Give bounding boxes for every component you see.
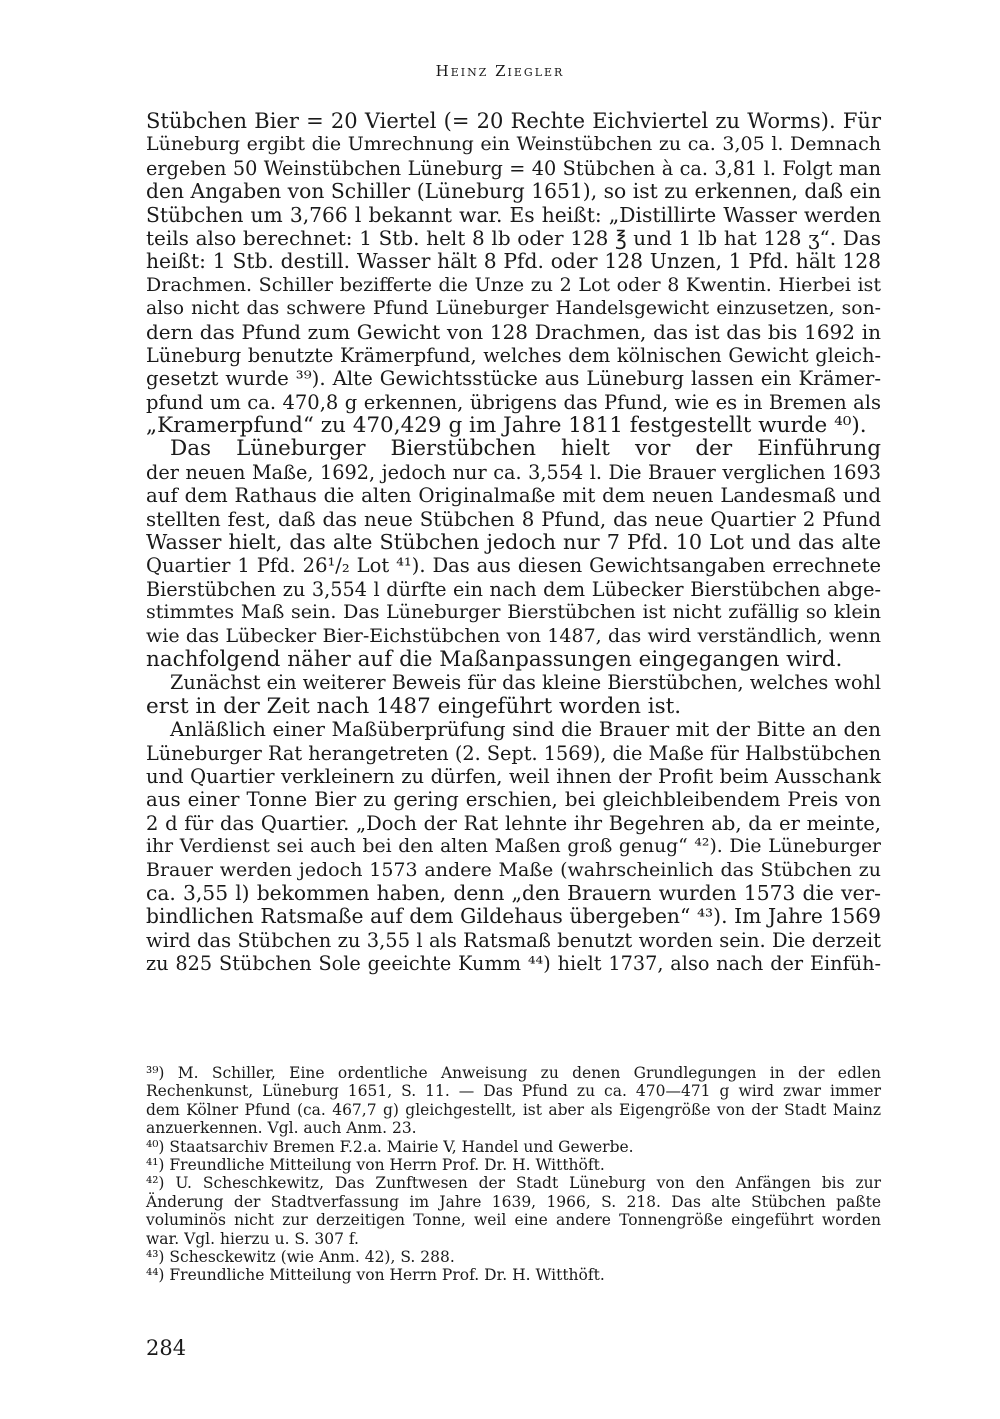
footnote-line: ⁴⁰) Staatsarchiv Bremen F.2.a. Mairie V, Handel und Gewerbe.: [146, 1137, 634, 1156]
footnote-line: ⁴²) U. Scheschkewitz, Das Zunftwesen der Stadt Lüneburg von den Anfängen bis zur: [146, 1174, 881, 1193]
body-line: erst in der Zeit nach 1487 eingeführt worden ist.: [146, 693, 682, 719]
body-line: wird das Stübchen zu 3,55 l als Ratsmaß benutzt worden sein. Die derzeit: [146, 928, 881, 952]
body-line: „Kramerpfund“ zu 470,429 g im Jahre 1811 festgestellt wurde ⁴⁰).: [146, 413, 867, 439]
body-text: [146, 110, 881, 975]
footnote-line: voluminös nicht zur derzeitigen Tonne, weil eine andere Tonnengröße eingeführt worden: [146, 1211, 881, 1230]
body-line: teils also berechnet: 1 Stb. helt 8 lb oder 128 ℥ und 1 lb hat 128 ʒ“. Das: [146, 225, 881, 250]
body-line: gesetzt wurde ³⁹). Alte Gewichtsstücke aus Lüneburg lassen ein Krämer-: [146, 367, 881, 391]
running-head: Heinz Ziegler: [435, 62, 565, 80]
body-line: stimmtes Maß sein. Das Lüneburger Bierstübchen ist nicht zufällig so klein: [146, 601, 881, 624]
footnote-line: dem Kölner Pfund (ca. 467,7 g) gleichgestellt, ist aber als Eigengröße von der Stadt Mainz: [146, 1100, 881, 1119]
footnote-line: war. Vgl. hierzu u. S. 307 f.: [146, 1229, 359, 1248]
body-line: Brauer werden jedoch 1573 andere Maße (wahrscheinlich das Stübchen zu: [146, 858, 881, 881]
footnote-line: ⁴⁴) Freundliche Mitteilung von Herrn Prof. Dr. H. Witthöft.: [146, 1266, 605, 1285]
body-line: Quartier 1 Pfd. 26¹/₂ Lot ⁴¹). Das aus diesen Gewichtsangaben errechnete: [146, 554, 881, 578]
footnote-line: anzuerkennen. Vgl. auch Anm. 23.: [146, 1119, 417, 1138]
body-line: Bierstübchen zu 3,554 l dürfte ein nach dem Lübecker Bierstübchen abge-: [146, 577, 881, 601]
body-line: Drachmen. Schiller bezifferte die Unze zu 2 Lot oder 8 Kwentin. Hierbei ist: [146, 273, 881, 296]
body-line: Lüneburg ergibt die Umrechnung ein Weinstübchen zu ca. 3,05 l. Demnach: [146, 133, 881, 156]
body-line: zu 825 Stübchen Sole geeichte Kumm ⁴⁴) hielt 1737, also nach der Einfüh-: [146, 952, 881, 976]
body-line: ihr Verdienst sei auch bei den alten Maßen groß genug“ ⁴²). Die Lüneburger: [146, 836, 881, 858]
body-line: Zunächst ein weiterer Beweis für das kleine Bierstübchen, welches wohl: [170, 671, 881, 695]
body-line: Anläßlich einer Maßüberprüfung sind die Brauer mit der Bitte an den: [170, 717, 881, 742]
body-line: pfund um ca. 470,8 g erkennen, übrigens das Pfund, wie es in Bremen als: [146, 390, 881, 414]
body-line: den Angaben von Schiller (Lüneburg 1651), so ist zu erkennen, daß ein: [146, 179, 881, 204]
body-line: Das Lüneburger Bierstübchen hielt vor der Einführung: [170, 436, 881, 462]
body-line: dern das Pfund zum Gewicht von 128 Drachmen, das ist das bis 1692 in: [146, 319, 881, 344]
body-line: Stübchen Bier = 20 Viertel (= 20 Rechte Eichviertel zu Worms). Für: [146, 109, 881, 133]
body-line: bindlichen Ratsmaße auf dem Gildehaus übergeben“ ⁴³). Im Jahre 1569: [146, 904, 881, 929]
body-line: 2 d für das Quartier. „Doch der Rat lehnte ihr Begehren ab, da er meinte,: [146, 811, 881, 835]
body-line: Lüneburg benutzte Krämerpfund, welches dem kölnischen Gewicht gleich-: [146, 343, 881, 367]
body-line: wie das Lübecker Bier-Eichstübchen von 1487, das wird verständlich, wenn: [146, 624, 881, 647]
body-line: also nicht das schwere Pfund Lüneburger Handelsgewicht einzusetzen, son-: [146, 298, 881, 320]
page-number: 284: [146, 1336, 187, 1360]
body-line: Wasser hielt, das alte Stübchen jedoch nur 7 Pfd. 10 Lot und das alte: [146, 530, 881, 555]
body-line: aus einer Tonne Bier zu gering erschien, bei gleichbleibendem Preis von: [146, 788, 881, 812]
footnote-line: ⁴¹) Freundliche Mitteilung von Herrn Prof. Dr. H. Witthöft.: [146, 1155, 605, 1174]
body-line: Stübchen um 3,766 l bekannt war. Es heißt: „Distillirte Wasser werden: [146, 202, 881, 227]
footnote-line: ⁴³) Schesckewitz (wie Anm. 42), S. 288.: [146, 1247, 455, 1266]
body-line: ca. 3,55 l) bekommen haben, denn „den Brauern wurden 1573 die ver-: [146, 880, 881, 905]
footnote-line: Änderung der Stadtverfassung im Jahre 1639, 1966, S. 218. Das alte Stübchen paßte: [146, 1192, 881, 1211]
body-line: heißt: 1 Stb. destill. Wasser hält 8 Pfd. oder 128 Unzen, 1 Pfd. hält 128: [146, 249, 881, 274]
footnotes: [146, 1064, 881, 1285]
body-line: nachfolgend näher auf die Maßanpassungen eingegangen wird.: [146, 646, 843, 672]
footnote-line: ³⁹) M. Schiller, Eine ordentliche Anweisung zu denen Grundlegungen in der edlen: [146, 1064, 881, 1082]
body-line: stellten fest, daß das neue Stübchen 8 Pfund, das neue Quartier 2 Pfund: [146, 507, 881, 531]
body-line: der neuen Maße, 1692, jedoch nur ca. 3,554 l. Die Brauer verglichen 1693: [146, 460, 881, 484]
body-line: Lüneburger Rat herangetreten (2. Sept. 1569), die Maße für Halbstübchen: [146, 741, 881, 765]
body-line: auf dem Rathaus die alten Originalmaße mit dem neuen Landesmaß und: [146, 484, 881, 508]
footnote-line: Rechenkunst, Lüneburg 1651, S. 11. — Das Pfund zu ca. 470—471 g wird zwar immer: [146, 1082, 881, 1101]
body-line: und Quartier verkleinern zu dürfen, weil ihnen der Profit beim Ausschank: [146, 764, 881, 788]
body-line: ergeben 50 Weinstübchen Lüneburg = 40 Stübchen à ca. 3,81 l. Folgt man: [146, 156, 881, 180]
